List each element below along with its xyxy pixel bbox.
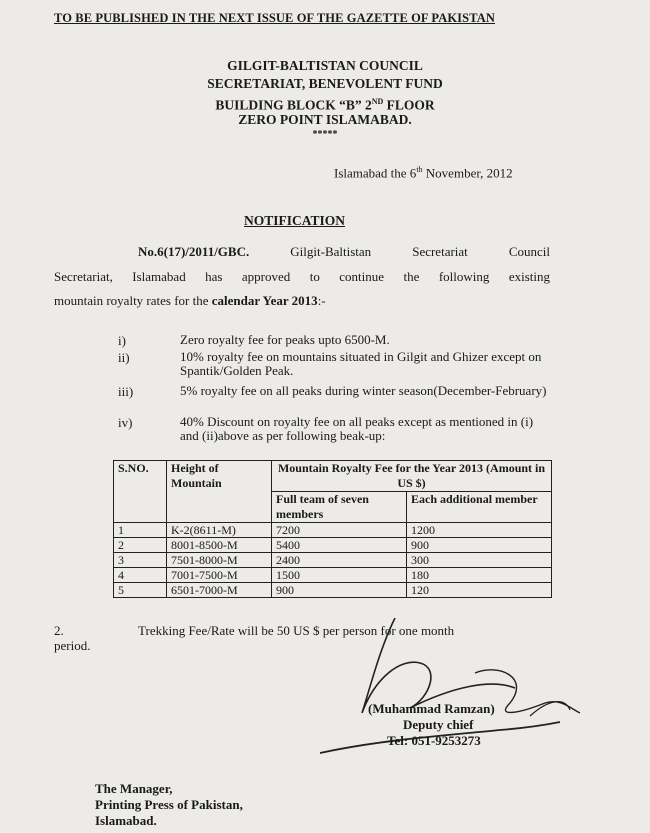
cell-sno: 2: [114, 538, 167, 553]
gazette-header-line: TO BE PUBLISHED IN THE NEXT ISSUE OF THE GAZETTE OF PAKISTAN: [54, 11, 495, 25]
body-line-1: No.6(17)/2011/GBC. Gilgit-Baltistan Secretariat Council: [138, 244, 550, 259]
list-item-text: Zero royalty fee for peaks upto 6500-M.: [180, 332, 390, 347]
cell-height: 6501-7000-M: [167, 583, 272, 598]
cell-additional: 120: [407, 583, 552, 598]
para2-number: 2.: [54, 623, 64, 638]
notification-title: NOTIFICATION: [244, 213, 346, 228]
cell-height: 7501-8000-M: [167, 553, 272, 568]
address-line-4: ZERO POINT ISLAMABAD.: [238, 112, 412, 127]
body-line-3: mountain royalty rates for the calendar Year 2013:-: [54, 293, 326, 308]
recipient-line-3: Islamabad.: [95, 813, 157, 828]
cell-full: 900: [272, 583, 407, 598]
cell-sno: 4: [114, 568, 167, 583]
cell-sno: 5: [114, 583, 167, 598]
cell-additional: 1200: [407, 523, 552, 538]
signatory-phone: Tel: 051-9253273: [387, 733, 481, 748]
cell-full: 2400: [272, 553, 407, 568]
cell-height: 7001-7500-M: [167, 568, 272, 583]
body-line-2: Secretariat, Islamabad has approved to continue the following existing: [54, 269, 550, 284]
list-item-text: 5% royalty fee on all peaks during winter season(December-February): [180, 383, 547, 398]
list-item-num: iii): [118, 384, 134, 399]
table-row: [114, 523, 552, 538]
table-row: [114, 553, 552, 568]
address-line-1: GILGIT-BALTISTAN COUNCIL: [227, 58, 423, 73]
cell-full: 7200: [272, 523, 407, 538]
col-header-sno: S.NO.: [114, 461, 167, 523]
cell-additional: 180: [407, 568, 552, 583]
list-item-text: 10% royalty fee on mountains situated in Gilgit and Ghizer except on Spantik/Golden Peak.: [180, 349, 542, 378]
list-item-num: iv): [118, 415, 133, 430]
cell-height: 8001-8500-M: [167, 538, 272, 553]
table-row: [114, 583, 552, 598]
para2-text: Trekking Fee/Rate will be 50 US $ per person for one month: [138, 623, 455, 638]
issue-date: Islamabad the 6th November, 2012: [334, 165, 513, 181]
signatory-title: Deputy chief: [403, 717, 474, 732]
address-line-3: BUILDING BLOCK “B” 2ND FLOOR: [215, 97, 435, 113]
col-header-royalty-group: Mountain Royalty Fee for the Year 2013 (Amount in US $): [272, 461, 552, 492]
para2-continuation: period.: [54, 638, 91, 653]
cell-sno: 3: [114, 553, 167, 568]
signatory-name: (Muhammad Ramzan): [368, 701, 495, 716]
col-header-height: Height of Mountain: [167, 461, 272, 523]
table-row: [114, 568, 552, 583]
recipient-line-1: The Manager,: [95, 781, 173, 796]
list-item-num: i): [118, 333, 126, 348]
cell-full: 5400: [272, 538, 407, 553]
recipient-line-2: Printing Press of Pakistan,: [95, 797, 243, 812]
cell-additional: 900: [407, 538, 552, 553]
cell-full: 1500: [272, 568, 407, 583]
table-row: [114, 538, 552, 553]
list-item-text: 40% Discount on royalty fee on all peaks except as mentioned in (i) and (ii)above as per following beak-up:: [180, 414, 534, 443]
royalty-table: [113, 460, 552, 598]
col-header-full-team: Full team of seven members: [272, 492, 407, 523]
list-item-num: ii): [118, 350, 130, 365]
cell-height: K-2(8611-M): [167, 523, 272, 538]
address-line-2: SECRETARIAT, BENEVOLENT FUND: [207, 76, 443, 91]
separator-stars: *****: [312, 129, 338, 140]
col-header-additional: Each additional member: [407, 492, 552, 523]
cell-sno: 1: [114, 523, 167, 538]
cell-additional: 300: [407, 553, 552, 568]
